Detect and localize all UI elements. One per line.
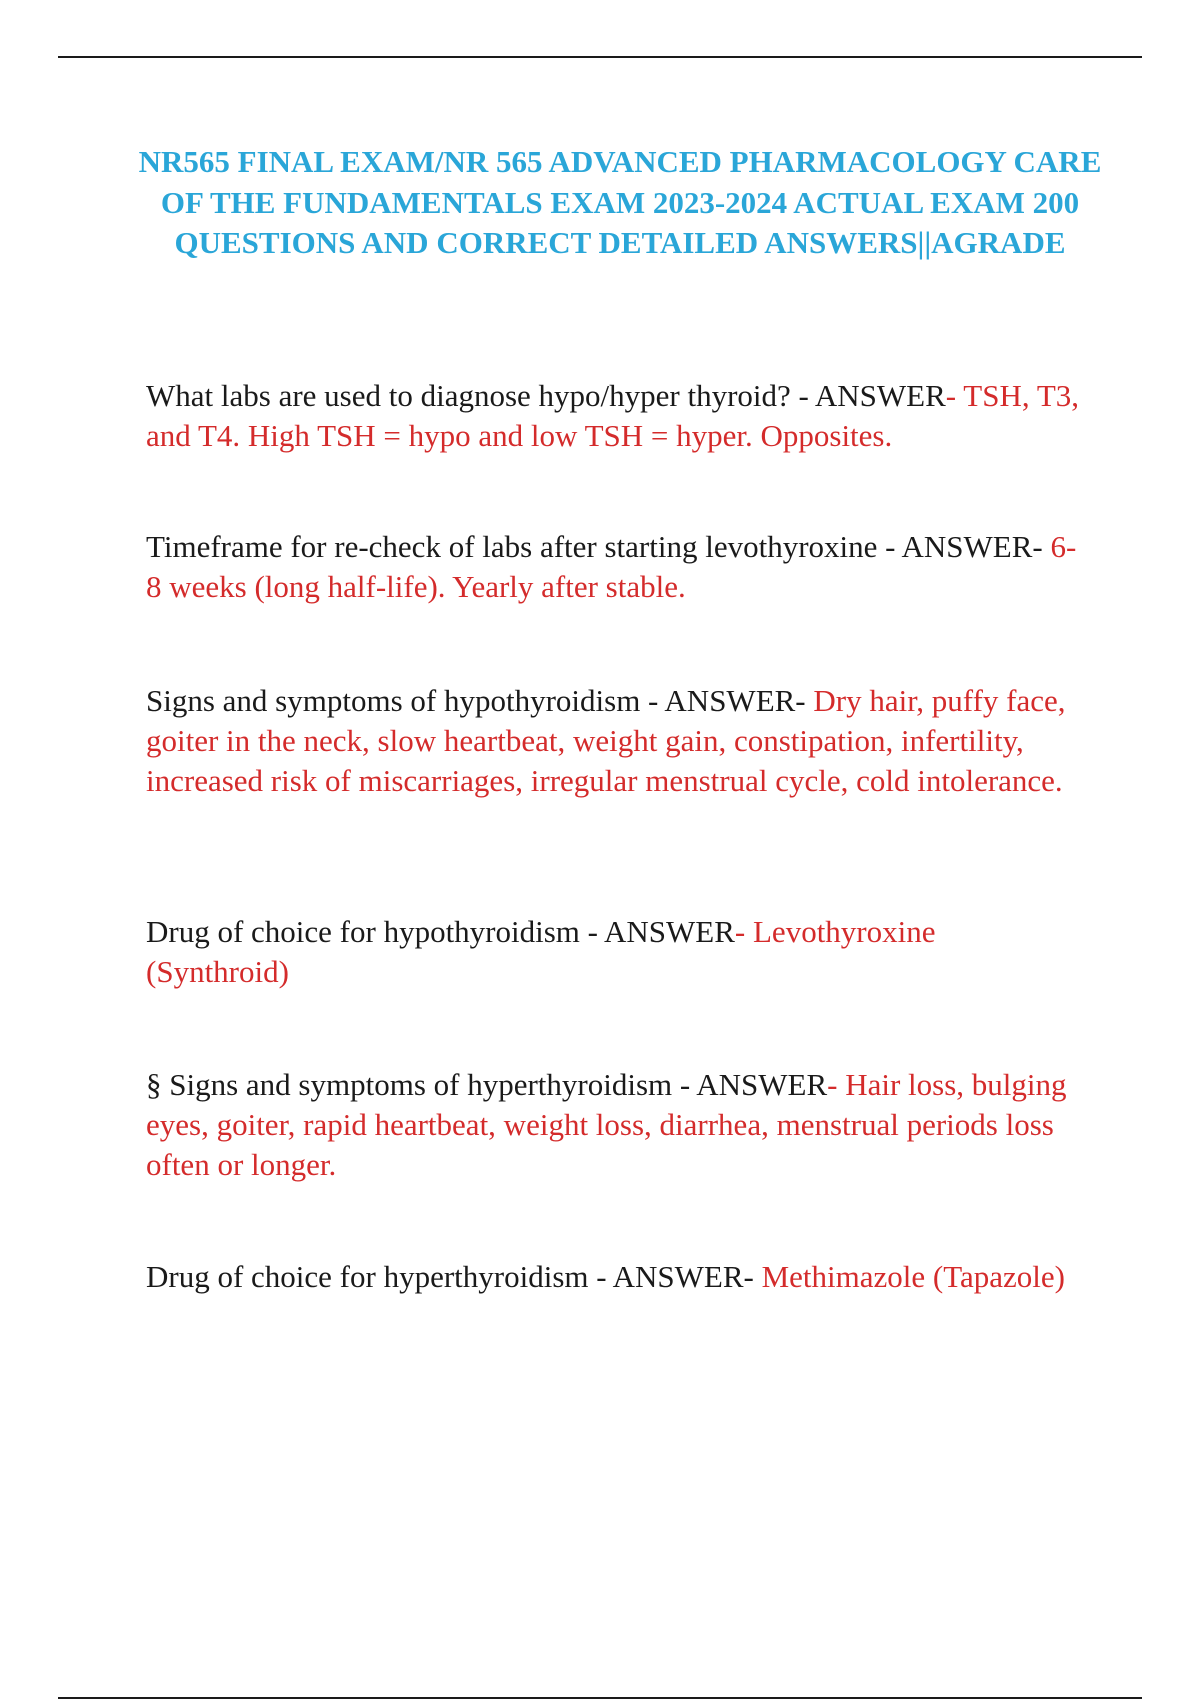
answer-text: - Levothyroxine (Synthroid) [146,914,936,989]
qa-item [146,527,1086,607]
document-title: NR565 FINAL EXAM/NR 565 ADVANCED PHARMACOLOGY CARE OF THE FUNDAMENTALS EXAM 2023-2024 ACTUAL EXAM 200 QUESTIONS AND CORRECT DETAILED ANSWERS||AGRADE [138,144,1102,260]
answer-text: Dry hair, puffy face, goiter in the neck, slow heartbeat, weight gain, constipation, infertility, increased risk of miscarriages, irregular menstrual cycle, cold intolerance. [146,683,1066,798]
answer-text: 6-8 weeks (long half-life). Yearly after stable. [146,529,1077,604]
qa-item [146,376,1086,456]
question-text: § Signs and symptoms of hyperthyroidism - ANSWER [146,1067,828,1102]
answer-text: Methimazole (Tapazole) [761,1259,1065,1294]
qa-item [146,1065,1086,1185]
question-text: What labs are used to diagnose hypo/hyper thyroid? - ANSWER [146,378,946,413]
question-text: Signs and symptoms of hypothyroidism - ANSWER- [146,683,814,718]
qa-item [146,681,1086,801]
question-text: Drug of choice for hyperthyroidism - ANSWER- [146,1259,762,1294]
answer-text: - TSH, T3, and T4. High TSH = hypo and low TSH = hyper. Opposites. [146,378,1079,453]
question-text: Timeframe for re-check of labs after starting levothyroxine - ANSWER- [146,529,1043,564]
qa-item [146,912,1086,992]
answer-text: - Hair loss, bulging eyes, goiter, rapid heartbeat, weight loss, diarrhea, menstrual periods loss often or longer. [146,1067,1067,1182]
top-rule [58,56,1142,58]
qa-item [146,1257,1086,1297]
question-text: Drug of choice for hypothyroidism - ANSWER [146,914,735,949]
bottom-rule [58,1697,1142,1699]
